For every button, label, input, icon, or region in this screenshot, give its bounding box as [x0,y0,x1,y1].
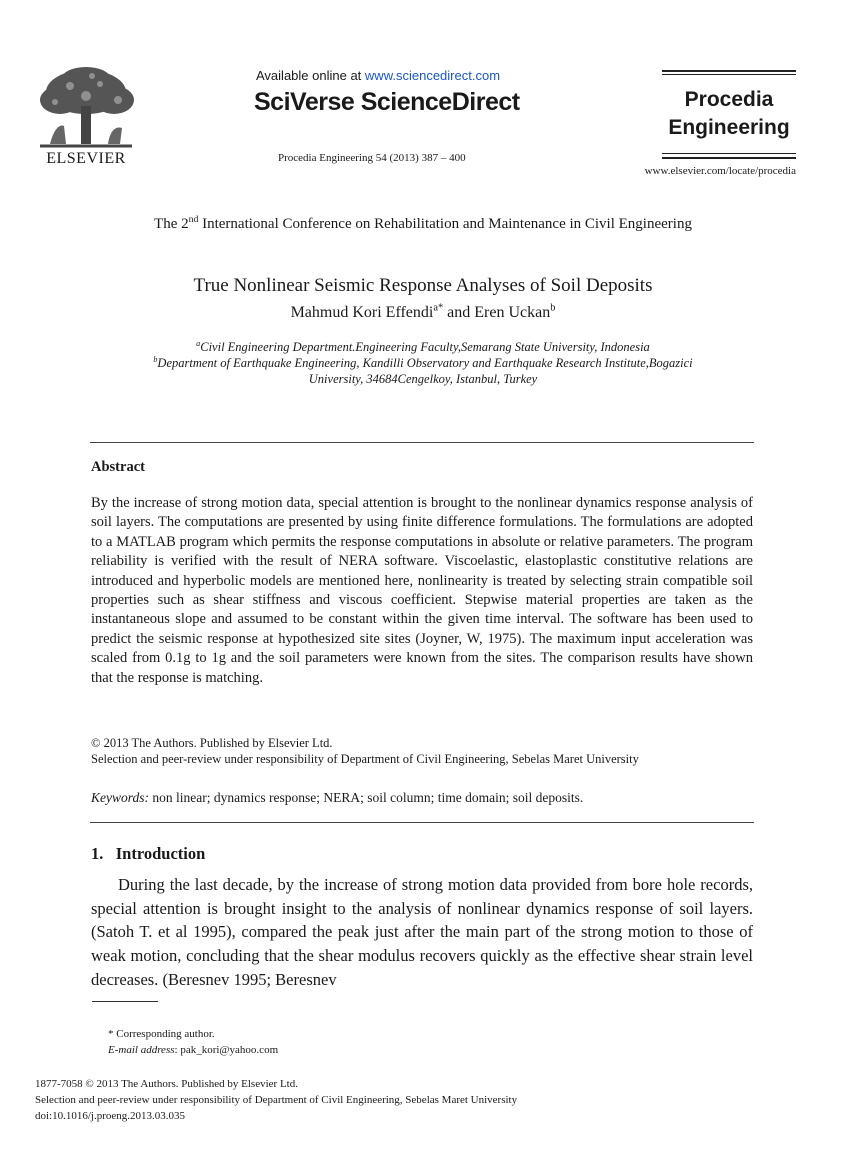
footnote-rule [92,1001,158,1002]
journal-rule-top-thin [662,74,796,75]
affiliation-a-text: Civil Engineering Department.Engineering Faculty,Semarang State University, Indonesia [200,340,650,354]
journal-name [662,86,796,142]
abstract-body: By the increase of strong motion data, special attention is brought to the nonlinear dynamics response analysis of soil layers. The computations are presented by using finite difference formulations. The formulations are adopted to a MATLAB program which permits the response computations in absolute or relative parameters. The program reliability is verified with the result of NERA software. Viscoelastic, elastoplastic constitutive relations are introduced and hyperbolic models are mentioned here, nonlinearity is treated by selecting strain compatible soil properties such as shear stiffness and viscous coefficient. Stepwise material properties are taken as the instantaneous slope and assumed to be constant within the given time interval. The software has been used to predict the seismic response at hypothesized site sites (Joyner, W, 1975). The maximum input acceleration was scaled from 0.1g to 1g and the soil parameters were known from the sites. The comparison results have shown that the response is matching. [91,495,753,686]
available-online-label: Available online at [256,68,362,83]
doi-line[interactable]: doi:10.1016/j.proeng.2013.03.035 [35,1110,186,1122]
journal-rule-bottom [662,157,796,159]
elsevier-wordmark: ELSEVIER [46,150,126,167]
journal-name-line2: Engineering [668,116,790,139]
keywords-label: Keywords: [91,790,149,805]
conference-rest: International Conference on Rehabilitation and Maintenance in Civil Engineering [198,216,692,232]
corresponding-author-note: * Corresponding author. [108,1028,215,1040]
introduction-body: During the last decade, by the increase of strong motion data provided from bore hole records, special attention is brought insight to the analysis of nonlinear dynamics response of soil layers. (Satoh T. et al 1995), compared the peak just after the main part of the strong motion to those of weak motion, concluding that the shear modulus recovers quickly as the effective shear strain level decreases. (Beresnev 1995; Beresnev [91,875,753,989]
affiliation-a-marker: a [196,338,201,348]
author-2-affil: b [550,302,556,314]
author-1-affil: a* [433,302,444,314]
affiliation-b-text: Department of Earthquake Engineering, Kandilli Observatory and Earthquake Research Institute,Bogazici [157,356,693,370]
copyright-block [91,735,639,767]
author-list [0,304,846,322]
journal-rule-bottom-thin [662,153,796,154]
journal-citation: Procedia Engineering 54 (2013) 387 – 400 [278,152,466,164]
affiliation-b-line2: University, 34684Cengelkoy, Istanbul, Turkey [308,372,538,386]
email-line [108,1042,278,1058]
sciencedirect-link[interactable]: www.sciencedirect.com [364,68,501,83]
conference-ordinal: nd [188,214,199,225]
journal-url[interactable]: www.elsevier.com/locate/procedia [644,165,796,177]
abstract-divider-bottom [90,822,754,823]
affiliation-b [0,356,846,371]
author-1: Mahmud Kori Effendi [290,304,434,321]
abstract-divider-top [90,442,754,443]
journal-rule-top [662,70,796,72]
issn-line: 1877-7058 © 2013 The Authors. Published by Elsevier Ltd. [35,1078,298,1090]
keywords-line [91,790,583,806]
introduction-heading: 1. Introduction [91,844,206,863]
available-online-line [256,68,500,83]
author-2: and Eren Uckan [443,304,551,321]
abstract-heading: Abstract [91,459,145,475]
page-footer [35,1076,517,1124]
affiliation-b-marker: b [153,354,158,364]
affiliation-a [0,340,846,355]
keywords-text: non linear; dynamics response; NERA; soil column; time domain; soil deposits. [149,790,584,805]
email-address[interactable]: : pak_kori@yahoo.com [174,1044,279,1056]
footer-peer-review: Selection and peer-review under responsibility of Department of Civil Engineering, Sebelas Maret University [35,1094,518,1106]
peer-review-line: Selection and peer-review under responsibility of Department of Civil Engineering, Sebelas Maret University [91,752,639,766]
sciverse-sciencedirect-logo: SciVerse ScienceDirect [254,88,520,116]
conference-prefix: The 2 [154,216,189,232]
paper-title: True Nonlinear Seismic Response Analyses of Soil Deposits [193,275,653,296]
footnote [108,1026,278,1058]
email-label: E-mail address [108,1044,175,1056]
copyright-line: © 2013 The Authors. Published by Elsevier Ltd. [91,736,333,750]
journal-name-line1: Procedia [684,88,774,111]
conference-name [0,216,846,233]
